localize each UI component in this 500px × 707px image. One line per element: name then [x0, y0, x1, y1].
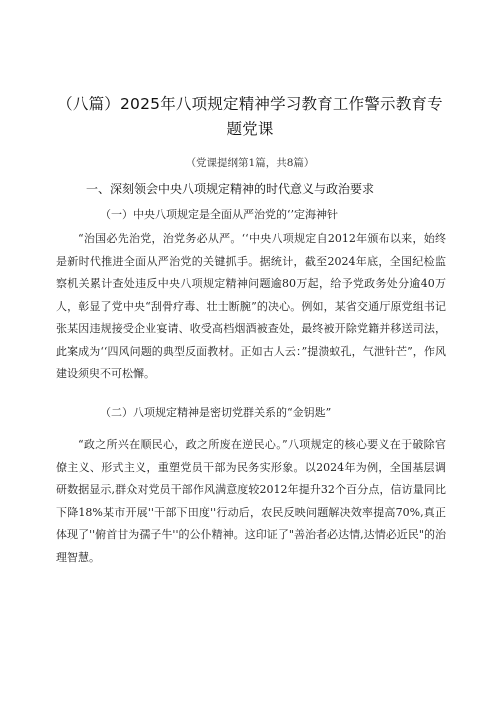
subsection-heading-1: （一）中央八项规定是全面从严治党的‘’定海神针	[100, 208, 338, 221]
subsection-heading-2: （二）八项规定精神是密切党群关系的“金钥匙”	[100, 406, 332, 419]
body-paragraph-1: “治国必先治党，治党务必从严。‘‘中央八项规定自2012年颁布以来，始终是新时代推进全面从严治党的关键抓手。据统计，截至2024年底，全国纪检监察机关累计查处违反中央八项规定精神问题逾80万起，给予党政务处分逾40万人，彰显了党中央“刮骨疗毒、壮士断腕”的决心。例如，某省交通厅原党组书记张某因违规接受企业宴请、收受高档烟酒被查处，最终被开除党籍并移送司法，此案成为‘‘四风问题的典型反面教材。正如古人云：”提溃蚁孔，气泄针芒”，作风建设须臾不可松懈。	[56, 232, 446, 380]
section-heading-1: 一、深刻领会中央八项规定精神的时代意义与政治要求	[86, 182, 375, 196]
document-title: （八篇）2025年八项规定精神学习教育工作警示教育专题党课	[57, 95, 443, 138]
document-subtitle: （党课提纲第1篇，共8篇）	[185, 157, 315, 169]
body-paragraph-2: “政之所兴在顺民心，政之所废在逆民心。”八项规定的核心要义在于破除官僚主义、形式主义，重塑党员干部为民务实形象。以2024年为例，全国基层调研数据显示,群众对党员干部作风满意度较2012年提升32个百分点，信访量同比下降18%某市开展''干部下田度''行动后，农民反映问题解决效率提高70%,真正体现了''俯首甘为孺子牛''的公仆精神。这印证了"善治者必达情,达情必近民"的治理智慧。	[56, 438, 446, 564]
